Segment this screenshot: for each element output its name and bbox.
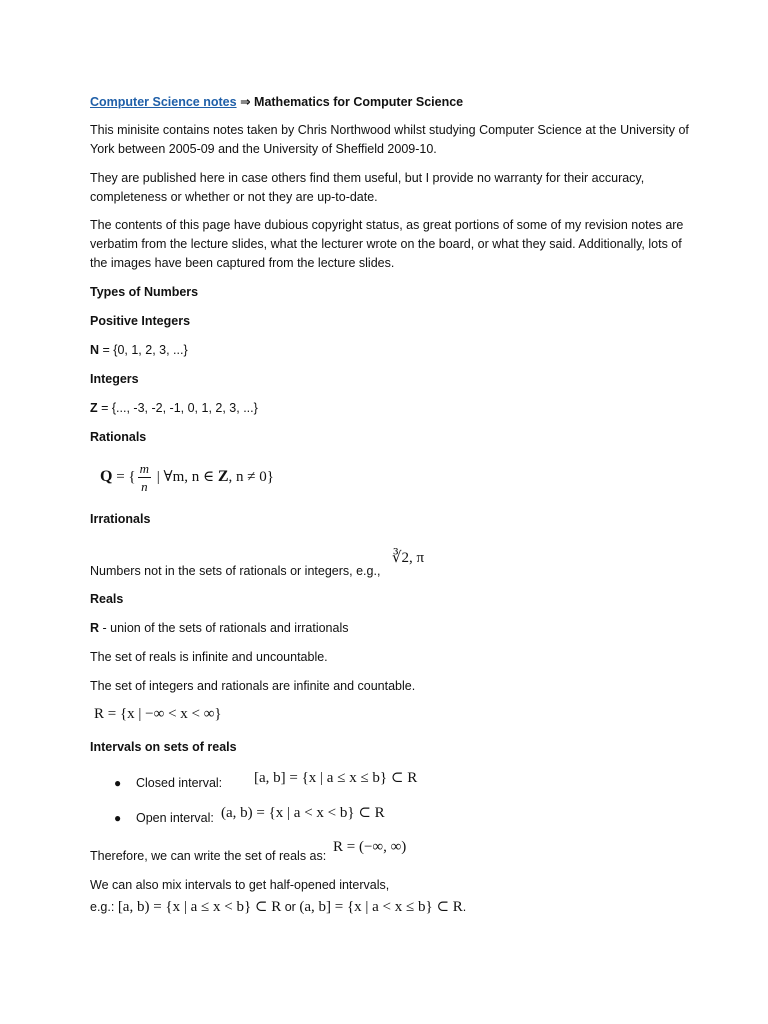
bullet-icon: ● [114, 811, 122, 825]
reals-line-2: The set of reals is infinite and uncountable. [90, 650, 328, 664]
closed-interval-label: Closed interval: [136, 776, 223, 790]
rationals-heading: Rationals [90, 430, 147, 444]
q-symbol: Q [100, 467, 113, 485]
reals-heading: Reals [90, 592, 124, 606]
fraction [138, 460, 151, 495]
q-condition: | ∀m, n ∈ [153, 468, 218, 485]
irrationals-example: ∛2, π [392, 550, 425, 566]
page-title: Mathematics for Computer Science [254, 95, 464, 109]
integers-definition [90, 401, 258, 415]
open-interval-formula: (a, b) = {x | a < x < b} ⊂ R [221, 805, 385, 821]
intervals-heading: Intervals on sets of reals [90, 740, 237, 754]
r-union-text: - union of the sets of rationals and irrationals [99, 621, 349, 635]
eg-label: e.g.: [90, 900, 115, 914]
half-open-examples [90, 897, 466, 916]
period: . [462, 900, 467, 914]
half-open-formula-1: [a, b) = {x | a ≤ x < b} ⊂ R [117, 899, 282, 915]
q-tail: , n ≠ 0} [228, 468, 274, 485]
mix-intervals-text: We can also mix intervals to get half-opened intervals, [90, 878, 390, 892]
types-heading: Types of Numbers [90, 285, 199, 299]
n-symbol: N [90, 343, 100, 357]
integers-heading: Integers [90, 372, 139, 386]
z-symbol: Z [90, 401, 98, 415]
half-open-formula-2: (a, b] = {x | a < x ≤ b} ⊂ R [299, 899, 463, 915]
intro-paragraph-3: The contents of this page have dubious copyright status, as great portions of some of my revision notes are verbatim from the lecture slides, what the lecturer wrote on the board, or what they said. Additionally, lots of the images have been captured from the lecture slides. [90, 218, 684, 270]
irrationals-heading: Irrationals [90, 512, 151, 526]
reals-formula: R = {x | −∞ < x < ∞} [94, 706, 222, 722]
fraction-numerator: m [139, 461, 150, 476]
rationals-formula [100, 460, 274, 495]
n-set: = {0, 1, 2, 3, ...} [99, 343, 188, 357]
r-symbol: R [90, 621, 100, 635]
therefore-text: Therefore, we can write the set of reals as: [90, 849, 327, 863]
q-z-symbol: Z [217, 467, 229, 485]
computer-science-notes-link[interactable]: Computer Science notes [90, 95, 237, 109]
arrow: ⇒ [240, 95, 251, 109]
header-line [90, 94, 463, 109]
z-set: = {..., -3, -2, -1, 0, 1, 2, 3, ...} [97, 401, 258, 415]
q-eq: = { [112, 468, 136, 485]
fraction-denominator: n [141, 479, 148, 494]
positive-integers-definition [90, 343, 188, 357]
reals-union [90, 621, 348, 635]
bullet-icon: ● [114, 776, 122, 790]
reals-line-3: The set of integers and rationals are infinite and countable. [90, 679, 416, 693]
positive-integers-heading: Positive Integers [90, 314, 191, 328]
closed-interval-formula: [a, b] = {x | a ≤ x ≤ b} ⊂ R [254, 770, 418, 786]
or-label: or [284, 900, 296, 914]
reals-interval-formula: R = (−∞, ∞) [333, 839, 407, 855]
irrationals-text: Numbers not in the sets of rationals or integers, e.g., [90, 564, 381, 578]
intro-paragraph-1: This minisite contains notes taken by Chris Northwood whilst studying Computer Science at the University of York between 2005-09 and the University of Sheffield 2009-10. [90, 123, 689, 156]
open-interval-label: Open interval: [136, 811, 214, 825]
intro-paragraph-2: They are published here in case others find them useful, but I provide no warranty for their accuracy, completeness or whether or not they are up-to-date. [90, 171, 645, 204]
